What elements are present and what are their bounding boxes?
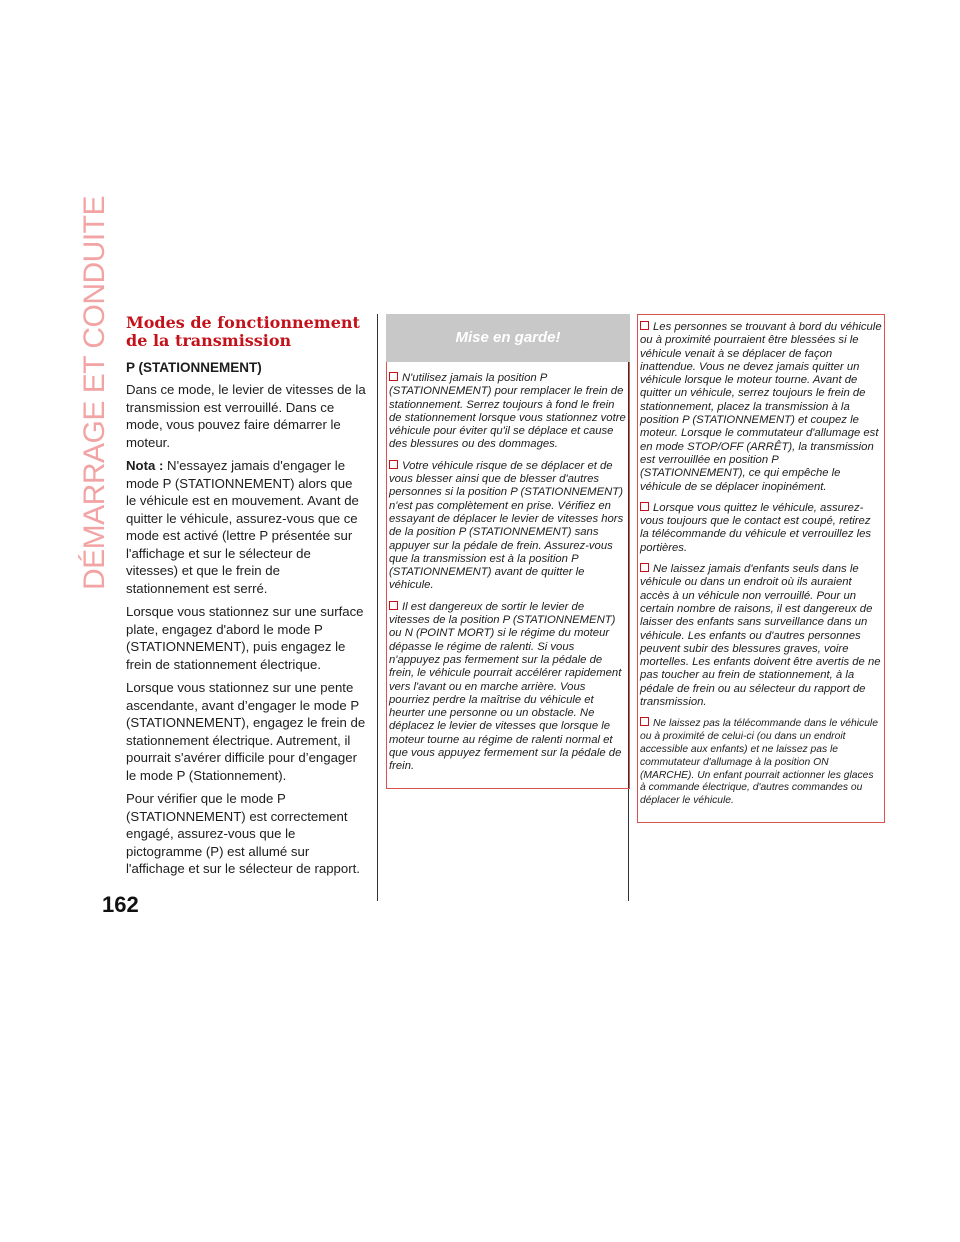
warning-item-text: Ne laissez jamais d'enfants seuls dans le véhicule ou dans un endroit où ils auraient accès à un véhicule non verrouillé. Pour un certain nombre de raisons, il est dangereux de laisser des enfants sans surveillance dans un véhicule. Les enfants ou d'autres personnes peuvent subir des blessures graves, voire mortelles. Les enfants doivent être avertis de ne pas toucher au frein de stationnement, à la pédale de frein ou au sélecteur du rapport de transmission.	[640, 563, 881, 709]
column-right	[637, 314, 885, 823]
note-paragraph	[126, 457, 366, 597]
checkbox-bullet-icon	[640, 321, 649, 330]
checkbox-bullet-icon	[389, 601, 398, 610]
warning-item-text: Votre véhicule risque de se déplacer et de vous blesser ainsi que de blesser d'autres personnes si la position P (STATIONNEMENT) n'est pas complètement en prise. Vérifiez en essayant de déplacer le levier de vitesses hors de la position P (STATIONNEMENT) sans appuyer sur la pédale de frein. Assurez-vous que la transmission est à la position P (STATIONNEMENT) avant de quitter le véhicule.	[389, 459, 624, 592]
column-left	[126, 314, 366, 884]
page-number: 162	[102, 892, 139, 917]
checkbox-bullet-icon	[640, 563, 649, 572]
column-middle	[386, 314, 630, 789]
chapter-side-title	[8, 196, 111, 600]
checkbox-bullet-icon	[389, 460, 398, 469]
warning-box-continued	[637, 314, 885, 823]
section-heading: Modes de fonctionnement de la transmission	[126, 313, 360, 350]
warning-item-text: Les personnes se trouvant à bord du véhicule ou à proximité pourraient être blessées si le véhicule venait à se déplacer de façon inattendue. Vous ne devez jamais quitter un véhicule lorsque le moteur tourne. Avant de quitter un véhicule, serrez toujours le frein de stationnement, placez la transmission à la position P (STATIONNEMENT) et coupez le moteur. Lorsque le commutateur d'allumage est en mode STOP/OFF (ARRÊT), la transmission est verrouillée en position P (STATIONNEMENT), ce qui empêche le véhicule de se déplacer inopinément.	[640, 321, 882, 493]
warning-item	[640, 563, 882, 709]
column-divider	[377, 314, 378, 901]
paragraph: Dans ce mode, le levier de vitesses de la transmission est verrouillé. Dans ce mode, vous pouvez faire démarrer le moteur.	[126, 382, 366, 450]
warning-item	[640, 321, 882, 494]
note-text: N'essayez jamais d'engager le mode P (STATIONNEMENT) alors que le véhicule est en mouvement. Avant de quitter le véhicule, assurez-vous que ce mode est activé (lettre P présentée sur l'affichage et sur le sélecteur de vitesses) et que le frein de stationnement est serré.	[126, 458, 359, 596]
warning-item-text: Ne laissez pas la télécommande dans le véhicule ou à proximité de celui-ci (ou dans un endroit accessible aux enfants) et ne laissez pas le commutateur d'allumage à la position ON (MARCHE). Un enfant pourrait actionner les glaces à commande électrique, d'autres commandes ou déplacer le véhicule.	[640, 718, 878, 807]
warning-item	[389, 372, 627, 452]
subsection-heading: P (STATIONNEMENT)	[126, 360, 262, 375]
warning-box	[386, 362, 630, 789]
warning-item-text: Lorsque vous quittez le véhicule, assurez-vous toujours que le contact est coupé, retirez la télécommande du véhicule et verrouillez les portières.	[640, 501, 872, 554]
checkbox-bullet-icon	[389, 372, 398, 381]
warning-item	[389, 460, 627, 593]
paragraph: Lorsque vous stationnez sur une surface plate, engagez d'abord le mode P (STATIONNEMENT), puis engagez le frein de stationnement électrique.	[126, 604, 364, 672]
warning-item	[640, 502, 882, 555]
paragraph: Pour vérifier que le mode P (STATIONNEMENT) est correctement engagé, assurez-vous que le pictogramme (P) est allumé sur l'affichage et sur le sélecteur de rapport.	[126, 791, 360, 876]
note-label: Nota :	[126, 458, 164, 473]
warning-item	[640, 717, 882, 808]
warning-item	[389, 601, 627, 774]
chapter-title-text: DÉMARRAGE ET CONDUITE	[78, 196, 111, 590]
checkbox-bullet-icon	[640, 502, 649, 511]
warning-item-text: Il est dangereux de sortir le levier de vitesses de la position P (STATIONNEMENT) ou N (POINT MORT) si le régime du moteur dépasse le régime de ralenti. Si vous n'appuyez pas fermement sur la pédale de frein, le véhicule pourrait accélérer rapidement vers l'avant ou en marche arrière. Vous pourriez perdre la maîtrise du véhicule et heurter une personne ou un obstacle. Ne déplacez le levier de vitesses que lorsque le moteur tourne au régime de ralenti normal et que vous appuyez fermement sur la pédale de frein.	[389, 600, 622, 773]
warning-item-text: N'utilisez jamais la position P (STATIONNEMENT) pour remplacer le frein de stationnement. Serrez toujours à fond le frein de stationnement lorsque vous stationnez votre véhicule pour éviter qu'il se déplace et cause des blessures ou des dommages.	[389, 372, 626, 451]
warning-header: Mise en garde!	[386, 314, 630, 362]
paragraph: Lorsque vous stationnez sur une pente ascendante, avant d’engager le mode P (STATIONNEMENT), engagez le frein de stationnement électrique. Autrement, il pourrait s'avérer difficile pour d’engager le mode P (Stationnement).	[126, 680, 366, 783]
checkbox-bullet-icon	[640, 717, 649, 726]
